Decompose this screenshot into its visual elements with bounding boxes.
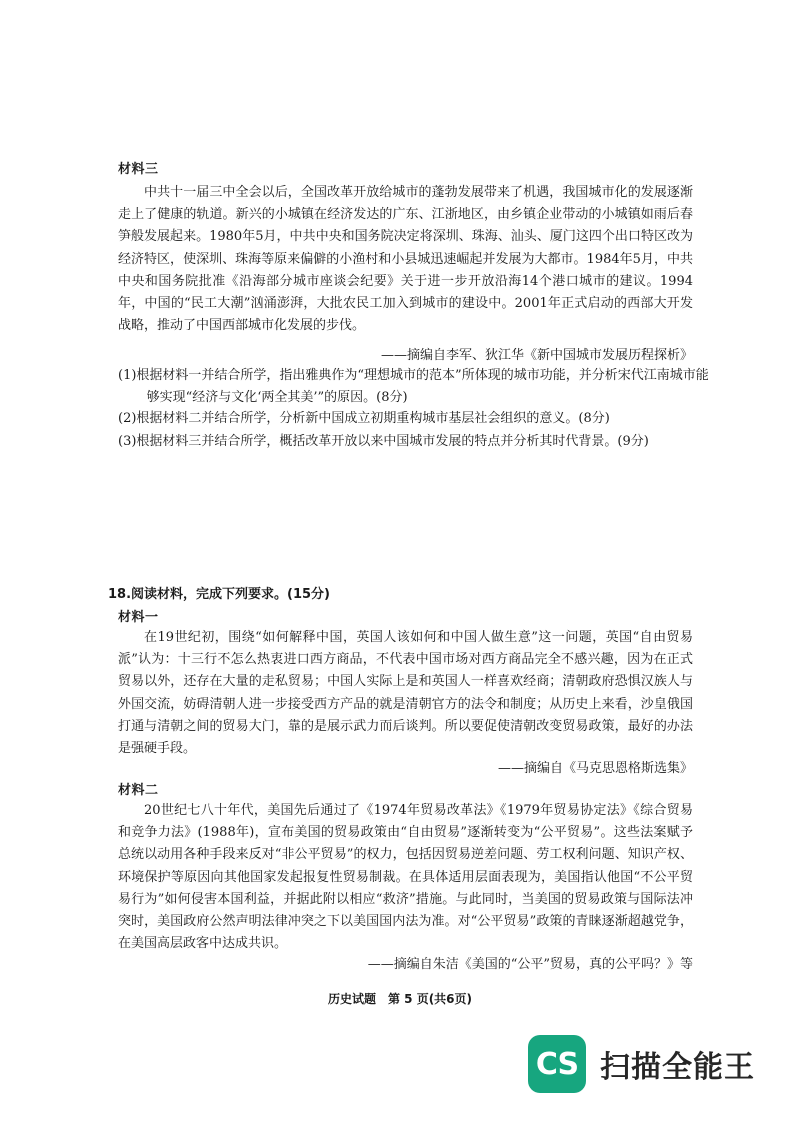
material-3-source: ——摘编自李军、狄江华《新中国城市发展历程探析》 (380, 348, 693, 363)
camscanner-logo-icon: CS (528, 1035, 586, 1093)
material-3-heading: 材料三 (118, 162, 159, 177)
material-1-text: 在19世纪初，围绕“如何解释中国，英国人该如何和中国人做生意”这一问题，英国“自由贸易派”认为：十三行不怎么热衷进口西方商品，不代表中国市场对西方商品完全不感兴趣，因为在正式贸易以外，还存在大量的走私贸易；中国人实际上是和英国人一样喜欢经商；清朝政府恐惧汉族人与外国交流，妨碍清朝人进一步接受西方产品的就是清朝官方的法令和制度；从历史上来看，沙皇俄国打通与清朝之间的贸易大门，靠的是展示武力而后谈判。所以要促使清朝改变贸易政策，最好的办法是强硬手段。 (118, 630, 693, 757)
material-1-heading: 材料一 (118, 610, 159, 625)
material-3-text: 中共十一届三中全会以后，全国改革开放给城市的蓬勃发展带来了机遇，我国城市化的发展逐渐走上了健康的轨道。新兴的小城镇在经济发达的广东、江浙地区，由乡镇企业带动的小城镇如雨后春笋般发展起来。1980年5月，中共中央和国务院决定将深圳、珠海、汕头、厦门这四个出口特区改为经济特区，使深圳、珠海等原来偏僻的小渔村和小县城迅速崛起并发展为大都市。1984年5月，中共中央和国务院批准《沿海部分城市座谈会纪要》关于进一步开放沿海14个港口城市的建议。1994年，中国的“民工大潮”汹涌澎湃，大批农民工加入到城市的建设中。2001年正式启动的西部大开发战略，推动了中国西部城市化发展的步伐。 (118, 185, 693, 334)
question-17-1: (1)根据材料一并结合所学，指出雅典作为“理想城市的范本”所体现的城市功能，并分析宋代江南城市能够实现“经济与文化‘两全其美’”的原因。(8分) (118, 368, 709, 406)
material-1-source: ——摘编自《马克思恩格斯选集》 (497, 761, 693, 776)
scanner-watermark (528, 1035, 755, 1093)
question-17-3: (3)根据材料三并结合所学，概括改革开放以来中国城市发展的特点并分析其时代背景。(9分) (118, 434, 649, 449)
question-17-2: (2)根据材料二并结合所学，分析新中国成立初期重构城市基层社会组织的意义。(8分) (118, 411, 610, 426)
page-footer: 历史试题 第 5 页(共6页) (327, 992, 473, 1006)
watermark-label: 扫描全能王 (600, 1050, 755, 1085)
material-2-source: ——摘编自朱洁《美国的“公平”贸易，真的公平吗？》等 (367, 957, 693, 972)
material-2-heading: 材料二 (118, 783, 159, 798)
material-2-text: 20世纪七八十年代，美国先后通过了《1974年贸易改革法》《1979年贸易协定法》《综合贸易和竞争力法》(1988年)，宣布美国的贸易政策由“自由贸易”逐渐转变为“公平贸易”。这些法案赋予总统以动用各种手段来反对“非公平贸易”的权力，包括因贸易逆差问题、劳工权利问题、知识产权、环境保护等原因向其他国家发起报复性贸易制裁。在具体适用层面表现为，美国指认他国“不公平贸易行为”如何侵害本国利益，并据此附以相应“救济”措施。与此同时，当美国的贸易政策与国际法冲突时，美国政府公然声明法律冲突之下以美国国内法为准。对“公平贸易”政策的青睐逐渐超越党争，在美国高层政客中达成共识。 (118, 803, 693, 952)
question-18-prompt: 18.阅读材料，完成下列要求。(15分) (108, 587, 331, 602)
